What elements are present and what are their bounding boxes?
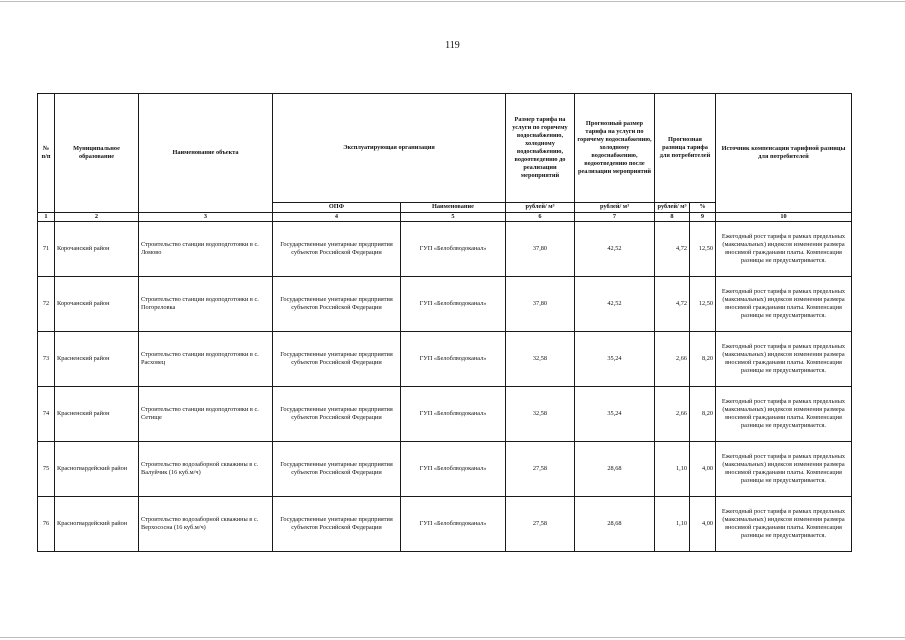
object-cell: Строительство станции водоподготовки в с. Сетище xyxy=(139,387,273,442)
municipality-cell: Красненский район xyxy=(55,387,139,442)
header-percent: % xyxy=(690,203,716,213)
row-number: 73 xyxy=(38,332,55,387)
column-number: 1 xyxy=(38,213,55,222)
difference-cell: 1,10 xyxy=(655,442,690,497)
tariff-after-cell: 35,24 xyxy=(575,332,655,387)
municipality-cell: Красногвардейский район xyxy=(55,442,139,497)
tariff-after-cell: 35,24 xyxy=(575,387,655,442)
header-opf: ОПФ xyxy=(273,203,401,213)
column-number: 9 xyxy=(690,213,716,222)
percent-cell: 8,20 xyxy=(690,387,716,442)
bottom-scan-edge xyxy=(0,637,905,638)
difference-cell: 2,66 xyxy=(655,387,690,442)
percent-cell: 4,00 xyxy=(690,442,716,497)
difference-cell: 1,10 xyxy=(655,497,690,552)
header-row xyxy=(38,94,852,203)
header-unit-before: рублей/ м³ xyxy=(506,203,575,213)
column-number: 6 xyxy=(506,213,575,222)
header-object: Наименование объекта xyxy=(139,94,273,213)
organization-cell: ГУП «Белоблводоканал» xyxy=(401,332,506,387)
organization-cell: ГУП «Белоблводоканал» xyxy=(401,497,506,552)
table-row xyxy=(38,497,852,552)
difference-cell: 4,72 xyxy=(655,277,690,332)
object-cell: Строительство станции водоподготовки в с. Погореловка xyxy=(139,277,273,332)
source-cell: Ежегодный рост тарифа в рамках предельных (максимальных) индексов изменения размера вносимой гражданами платы. Компенсация разницы не предусматривается. xyxy=(716,497,852,552)
column-number: 10 xyxy=(716,213,852,222)
header-municipality: Муниципальное образование xyxy=(55,94,139,213)
top-scan-edge xyxy=(0,1,905,2)
difference-cell: 2,66 xyxy=(655,332,690,387)
page-number: 119 xyxy=(445,40,460,51)
percent-cell: 8,20 xyxy=(690,332,716,387)
table-row xyxy=(38,387,852,442)
object-cell: Строительство станции водоподготовки в с. Расховец xyxy=(139,332,273,387)
header-unit-after: рублей/ м³ xyxy=(575,203,655,213)
tariff-before-cell: 37,80 xyxy=(506,222,575,277)
column-number: 7 xyxy=(575,213,655,222)
column-number: 5 xyxy=(401,213,506,222)
header-num: № п/п xyxy=(38,94,55,213)
source-cell: Ежегодный рост тарифа в рамках предельных (максимальных) индексов изменения размера вносимой гражданами платы. Компенсация разницы не предусматривается. xyxy=(716,442,852,497)
source-cell: Ежегодный рост тарифа в рамках предельных (максимальных) индексов изменения размера вносимой гражданами платы. Компенсация разницы не предусматривается. xyxy=(716,387,852,442)
organization-cell: ГУП «Белоблводоканал» xyxy=(401,222,506,277)
opf-cell: Государственные унитарные предприятия субъектов Российской Федерации xyxy=(273,442,401,497)
object-cell: Строительство станции водоподготовки в с. Ломово xyxy=(139,222,273,277)
header-tariff-size: Размер тарифа на услуги по горячему водоснабжению, холодному водоснабжению, водоотведению до реализации мероприятий xyxy=(506,94,575,203)
tariff-before-cell: 27,58 xyxy=(506,497,575,552)
municipality-cell: Корочанский район xyxy=(55,222,139,277)
header-tariff-forecast: Прогнозный размер тарифа на услуги по горячему водоснабжению, холодному водоснабжению, водоотведению после реализации мероприятий xyxy=(575,94,655,203)
column-number: 2 xyxy=(55,213,139,222)
object-cell: Строительство водозаборной скважины в с. Валуйчик (16 куб.м/ч) xyxy=(139,442,273,497)
row-number: 71 xyxy=(38,222,55,277)
percent-cell: 12,50 xyxy=(690,222,716,277)
tariff-before-cell: 32,58 xyxy=(506,387,575,442)
opf-cell: Государственные унитарные предприятия субъектов Российской Федерации xyxy=(273,497,401,552)
source-cell: Ежегодный рост тарифа в рамках предельных (максимальных) индексов изменения размера вносимой гражданами платы. Компенсация разницы не предусматривается. xyxy=(716,277,852,332)
municipality-cell: Красногвардейский район xyxy=(55,497,139,552)
tariff-after-cell: 42,52 xyxy=(575,222,655,277)
municipality-cell: Корочанский район xyxy=(55,277,139,332)
opf-cell: Государственные унитарные предприятия субъектов Российской Федерации xyxy=(273,332,401,387)
organization-cell: ГУП «Белоблводоканал» xyxy=(401,442,506,497)
organization-cell: ГУП «Белоблводоканал» xyxy=(401,277,506,332)
header-unit-diff: рублей/ м³ xyxy=(655,203,690,213)
percent-cell: 12,50 xyxy=(690,277,716,332)
header-name: Наименование xyxy=(401,203,506,213)
header-source: Источник компенсации тарифной разницы для потребителей xyxy=(716,94,852,213)
tariff-before-cell: 32,58 xyxy=(506,332,575,387)
column-number: 3 xyxy=(139,213,273,222)
column-number-row xyxy=(38,213,852,222)
tariff-after-cell: 28,68 xyxy=(575,442,655,497)
difference-cell: 4,72 xyxy=(655,222,690,277)
organization-cell: ГУП «Белоблводоканал» xyxy=(401,387,506,442)
column-number: 8 xyxy=(655,213,690,222)
header-operator: Эксплуатирующая организация xyxy=(273,94,506,203)
row-number: 76 xyxy=(38,497,55,552)
source-cell: Ежегодный рост тарифа в рамках предельных (максимальных) индексов изменения размера вносимой гражданами платы. Компенсация разницы не предусматривается. xyxy=(716,222,852,277)
table-row xyxy=(38,442,852,497)
column-number: 4 xyxy=(273,213,401,222)
header-difference: Прогнозная разница тарифа для потребителей xyxy=(655,94,716,203)
row-number: 72 xyxy=(38,277,55,332)
table-row xyxy=(38,222,852,277)
tariff-after-cell: 28,68 xyxy=(575,497,655,552)
municipality-cell: Красненский район xyxy=(55,332,139,387)
table-row xyxy=(38,332,852,387)
percent-cell: 4,00 xyxy=(690,497,716,552)
row-number: 75 xyxy=(38,442,55,497)
source-cell: Ежегодный рост тарифа в рамках предельных (максимальных) индексов изменения размера вносимой гражданами платы. Компенсация разницы не предусматривается. xyxy=(716,332,852,387)
tariff-table xyxy=(37,93,852,552)
opf-cell: Государственные унитарные предприятия субъектов Российской Федерации xyxy=(273,222,401,277)
opf-cell: Государственные унитарные предприятия субъектов Российской Федерации xyxy=(273,387,401,442)
row-number: 74 xyxy=(38,387,55,442)
opf-cell: Государственные унитарные предприятия субъектов Российской Федерации xyxy=(273,277,401,332)
tariff-before-cell: 27,58 xyxy=(506,442,575,497)
tariff-after-cell: 42,52 xyxy=(575,277,655,332)
tariff-before-cell: 37,80 xyxy=(506,277,575,332)
object-cell: Строительство водозаборной скважины в с. Верхососна (16 куб.м/ч) xyxy=(139,497,273,552)
table-row xyxy=(38,277,852,332)
